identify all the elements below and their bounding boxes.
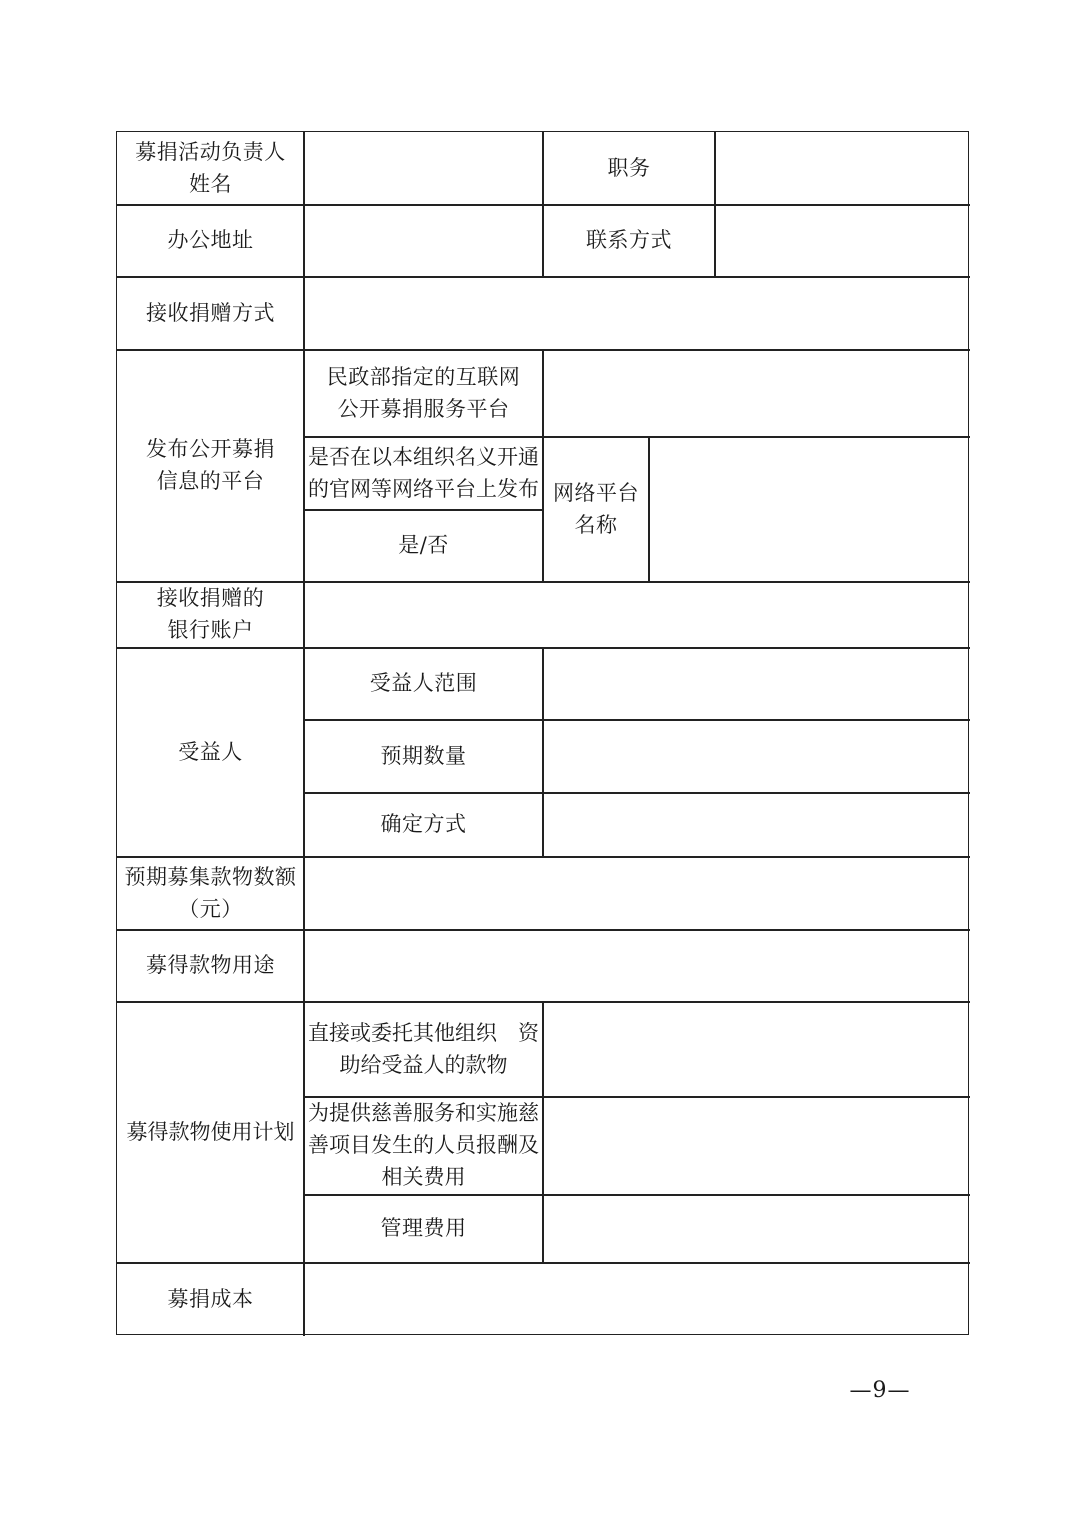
beneficiary-scope-label: 受益人范围 (369, 671, 478, 695)
fund-usage-field[interactable] (304, 929, 970, 1001)
service-costs-field[interactable] (543, 1096, 970, 1194)
expected-count-label: 预期数量 (380, 743, 467, 768)
fund-usage-label: 募得款物用途 (146, 953, 275, 977)
donation-method-field[interactable] (304, 276, 970, 349)
management-fee-label: 管理费用 (380, 1216, 467, 1240)
office-address-label: 办公地址 (167, 228, 254, 252)
bank-account-label: 接收捐赠的银行账户 (156, 586, 265, 642)
own-site-question: 是否在以本组织名义开通的官网等网络平台上发布 (308, 444, 539, 501)
direct-aid-label: 直接或委托其他组织 资助给受益人的款物 (308, 1020, 539, 1077)
publish-platform-label: 发布公开募捐信息的平台 (146, 437, 275, 493)
beneficiary-scope-field[interactable] (543, 647, 970, 719)
page-number: —9— (849, 1378, 911, 1403)
fundraising-cost-field[interactable] (304, 1262, 970, 1336)
mca-platform-field[interactable] (543, 349, 970, 436)
donation-method-label: 接收捐赠方式 (146, 300, 275, 325)
contact-field[interactable] (715, 204, 970, 276)
position-label: 职务 (607, 156, 651, 180)
contact-label: 联系方式 (586, 228, 672, 252)
expected-amount-field[interactable] (304, 856, 970, 929)
expected-amount-label: 预期募集款物数额（元） (124, 864, 297, 921)
network-platform-name-field[interactable] (649, 436, 970, 581)
direct-aid-field[interactable] (543, 1001, 970, 1096)
management-fee-field[interactable] (543, 1194, 970, 1262)
position-field[interactable] (715, 132, 970, 204)
fundraising-cost-label: 募捐成本 (167, 1287, 254, 1311)
leader-name-field[interactable] (304, 132, 543, 204)
office-address-field[interactable] (304, 204, 543, 276)
fundraising-form-table (116, 131, 969, 1335)
own-site-answer[interactable]: 是/否 (398, 533, 449, 557)
beneficiary-label: 受益人 (178, 739, 243, 764)
usage-plan-label: 募得款物使用计划 (126, 1119, 295, 1144)
expected-count-field[interactable] (543, 719, 970, 792)
leader-name-label: 募捐活动负责人姓名 (135, 140, 286, 196)
determination-method-label: 确定方式 (380, 812, 467, 836)
service-costs-label: 为提供慈善服务和实施慈善项目发生的人员报酬及相关费用 (308, 1101, 539, 1189)
mca-platform-label: 民政部指定的互联网公开募捐服务平台 (326, 364, 521, 421)
bank-account-field[interactable] (304, 581, 970, 647)
determination-method-field[interactable] (543, 792, 970, 856)
network-platform-name-label: 网络平台名称 (553, 480, 639, 537)
